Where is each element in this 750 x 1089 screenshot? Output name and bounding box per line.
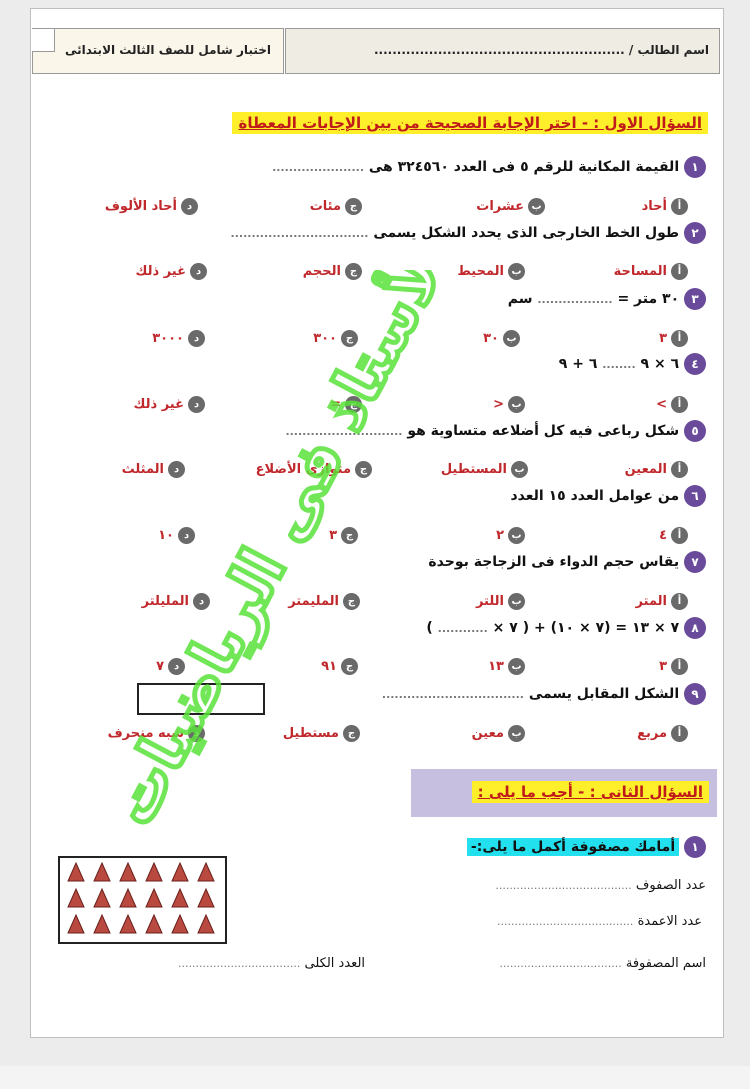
question-6	[511, 485, 707, 507]
option-label: ٣٠	[483, 331, 499, 346]
badge-a-icon: أ	[671, 725, 688, 742]
badge-b-icon: ب	[508, 263, 525, 280]
question-number: ٢	[684, 222, 706, 244]
student-name-box	[285, 28, 720, 74]
option-label: ١٣	[488, 659, 504, 674]
option-label: <	[493, 397, 504, 412]
exam-title: اختبار شامل للصف الثالث الابتدائى	[64, 43, 271, 57]
question-tail: ٦ + ٩	[558, 356, 598, 372]
bottom-strip	[0, 1066, 750, 1089]
question-3	[508, 288, 706, 310]
badge-a-icon: أ	[671, 461, 688, 478]
total-count-row-text	[178, 956, 365, 971]
badge-b-icon: ب	[508, 396, 525, 413]
rows-count-row	[495, 878, 706, 893]
answer-blank: .......................................	[497, 915, 634, 928]
answer-blank: ...................................	[499, 957, 622, 970]
badge-c-icon: ج	[341, 658, 358, 675]
badge-a-icon: أ	[671, 396, 688, 413]
watermark-signature-icon	[120, 270, 450, 830]
badge-a-icon: أ	[671, 330, 688, 347]
option-label: أحاد الألوف	[104, 199, 177, 214]
question-1	[272, 156, 706, 178]
question-8	[426, 617, 706, 639]
badge-a-icon: أ	[671, 198, 688, 215]
triangle-grid-icon	[60, 858, 225, 942]
option-b[interactable]	[483, 330, 520, 347]
badge-c-icon: ج	[343, 725, 360, 742]
option-label: اللتر	[475, 594, 504, 609]
option-a[interactable]	[614, 263, 688, 280]
question-text: ٣٠ متر =	[617, 291, 680, 307]
option-a[interactable]	[656, 396, 688, 413]
answer-blank: .......................................	[495, 879, 632, 892]
question-text: من عوامل العدد ١٥ العدد	[510, 488, 680, 504]
option-label: المستطيل	[440, 462, 507, 477]
cols-count-label: عدد الاعمدة	[637, 914, 702, 929]
option-a[interactable]	[625, 461, 688, 478]
option-label: معين	[471, 726, 504, 741]
option-a[interactable]	[659, 527, 688, 544]
badge-d-icon: د	[168, 461, 185, 478]
badge-c-icon: ج	[341, 330, 358, 347]
option-label: مستطيل	[282, 726, 339, 741]
badge-d-icon: د	[190, 263, 207, 280]
matrix-name-label: اسم المصفوفة	[625, 956, 706, 971]
option-c[interactable]	[310, 198, 362, 215]
triangle-array	[58, 856, 227, 944]
exam-title-box	[32, 28, 284, 74]
option-a[interactable]	[637, 725, 688, 742]
question-text: الشكل المقابل يسمى	[528, 686, 680, 702]
question-2	[231, 222, 706, 244]
option-b[interactable]	[493, 396, 525, 413]
question-text: شكل رباعى فيه كل أضلاعه متساوية هو	[407, 423, 680, 439]
badge-d-icon: د	[181, 198, 198, 215]
question-number: ٦	[684, 485, 706, 507]
option-label: ٣	[329, 528, 337, 543]
option-label: غير ذلك	[133, 397, 184, 412]
section2-title: السؤال الثانى : - أجب ما يلى :	[472, 781, 709, 803]
svg-text:الأستاذ فى الرياضيات: الأستاذ فى الرياضيات	[120, 270, 450, 830]
badge-d-icon: د	[188, 396, 205, 413]
answer-blank: ...................................	[178, 957, 301, 970]
question-text: ٧ × ١٣ = (٧ × ١٠) + ( ٧ ×	[492, 620, 680, 636]
question-number: ٨	[684, 617, 706, 639]
option-label: شبه منحرف	[107, 726, 184, 741]
answer-blank: ......................	[272, 161, 364, 174]
question-number: ٤	[684, 353, 706, 375]
question-number: ٣	[684, 288, 706, 310]
option-b[interactable]	[476, 593, 525, 610]
option-label: عشرات	[476, 199, 524, 214]
question-text: طول الخط الخارجى الذى يحدد الشكل يسمى	[373, 225, 680, 241]
question-tail: )	[426, 620, 433, 636]
option-label: المثلث	[121, 462, 164, 477]
total-count-label: العدد الكلى	[304, 956, 366, 971]
badge-c-icon: ج	[345, 396, 362, 413]
answer-blank: ............................	[285, 425, 403, 438]
badge-b-icon: ب	[508, 593, 525, 610]
option-label: ٣٠٠٠	[152, 331, 184, 346]
badge-d-icon: د	[188, 725, 205, 742]
question-number: ٧	[684, 551, 706, 573]
option-label: غير ذلك	[135, 264, 186, 279]
option-b[interactable]	[441, 461, 528, 478]
badge-a-icon: أ	[671, 658, 688, 675]
answer-blank: ........	[602, 358, 636, 371]
student-name-label: اسم الطالب / .......................................................	[374, 43, 709, 57]
answer-blank: ..................................	[381, 688, 524, 701]
badge-a-icon: أ	[671, 593, 688, 610]
answer-blank: .................................	[230, 227, 369, 240]
answer-blank: ..................	[537, 293, 613, 306]
badge-c-icon: ج	[345, 263, 362, 280]
option-a[interactable]	[659, 658, 688, 675]
question-4	[559, 353, 706, 375]
option-label: أحاد	[641, 199, 667, 214]
option-a[interactable]	[642, 198, 688, 215]
option-b[interactable]	[488, 658, 525, 675]
option-b[interactable]	[472, 725, 525, 742]
matrix-name-row	[499, 956, 706, 971]
option-a[interactable]	[636, 593, 688, 610]
badge-d-icon: د	[188, 330, 205, 347]
badge-b-icon: ب	[528, 198, 545, 215]
option-label: المتر	[635, 594, 667, 609]
section2-banner	[411, 769, 717, 817]
badge-c-icon: ج	[345, 198, 362, 215]
option-a[interactable]	[659, 330, 688, 347]
badge-b-icon: ب	[511, 461, 528, 478]
option-label: مربع	[637, 726, 667, 741]
answer-blank: ............	[437, 622, 488, 635]
rows-count-label: عدد الصفوف	[635, 878, 706, 893]
question-text: أمامك مصفوفة أكمل ما يلى:-	[467, 838, 679, 856]
option-label: المليمتر	[288, 594, 339, 609]
option-label: المليلتر	[141, 594, 189, 609]
question-text: ٦ × ٩	[640, 356, 680, 372]
option-label: ٤	[659, 528, 667, 543]
question-text: القيمة المكانية للرقم ٥ فى العدد ٣٢٤٥٦٠ هى	[368, 159, 680, 175]
badge-d-icon: د	[178, 527, 195, 544]
option-b[interactable]	[457, 263, 525, 280]
option-label: المعين	[624, 462, 667, 477]
option-b[interactable]	[496, 527, 525, 544]
option-label: ٣	[659, 331, 667, 346]
option-label: =	[330, 397, 341, 412]
section2-question-1	[467, 836, 706, 858]
question-text: يقاس حجم الدواء فى الزجاجة بوحدة	[428, 554, 680, 570]
question-number: ١	[684, 836, 706, 858]
section1-title: السؤال الاول : - اختر الإجابة الصحيحة من بين الإجابات المعطاة	[232, 112, 708, 134]
unit-label: سم	[507, 291, 533, 307]
option-label: ١٠	[158, 528, 174, 543]
badge-b-icon: ب	[503, 330, 520, 347]
question-number: ٩	[684, 683, 706, 705]
badge-b-icon: ب	[508, 658, 525, 675]
badge-c-icon: ج	[343, 593, 360, 610]
option-label: الحجم	[302, 264, 341, 279]
option-label: ٢	[496, 528, 504, 543]
badge-d-icon: د	[193, 593, 210, 610]
option-label: متوازى الأضلاع	[255, 462, 351, 477]
option-d[interactable]	[105, 198, 198, 215]
option-b[interactable]	[476, 198, 545, 215]
badge-d-icon: د	[168, 658, 185, 675]
option-label: ٧	[156, 659, 164, 674]
question-7	[428, 551, 706, 573]
badge-c-icon: ج	[355, 461, 372, 478]
option-label: ٣٠٠	[313, 331, 337, 346]
option-label: >	[656, 397, 667, 412]
badge-a-icon: أ	[671, 527, 688, 544]
badge-b-icon: ب	[508, 527, 525, 544]
cols-count-row	[497, 914, 702, 929]
option-label: ٩١	[321, 659, 337, 674]
badge-a-icon: أ	[671, 263, 688, 280]
option-label: المحيط	[457, 264, 504, 279]
question-number: ٥	[684, 420, 706, 442]
question-number: ١	[684, 156, 706, 178]
badge-b-icon: ب	[508, 725, 525, 742]
option-label: المساحة	[613, 264, 667, 279]
option-label: مئات	[309, 199, 341, 214]
badge-c-icon: ج	[341, 527, 358, 544]
option-label: ٣	[659, 659, 667, 674]
watermark	[120, 270, 450, 834]
